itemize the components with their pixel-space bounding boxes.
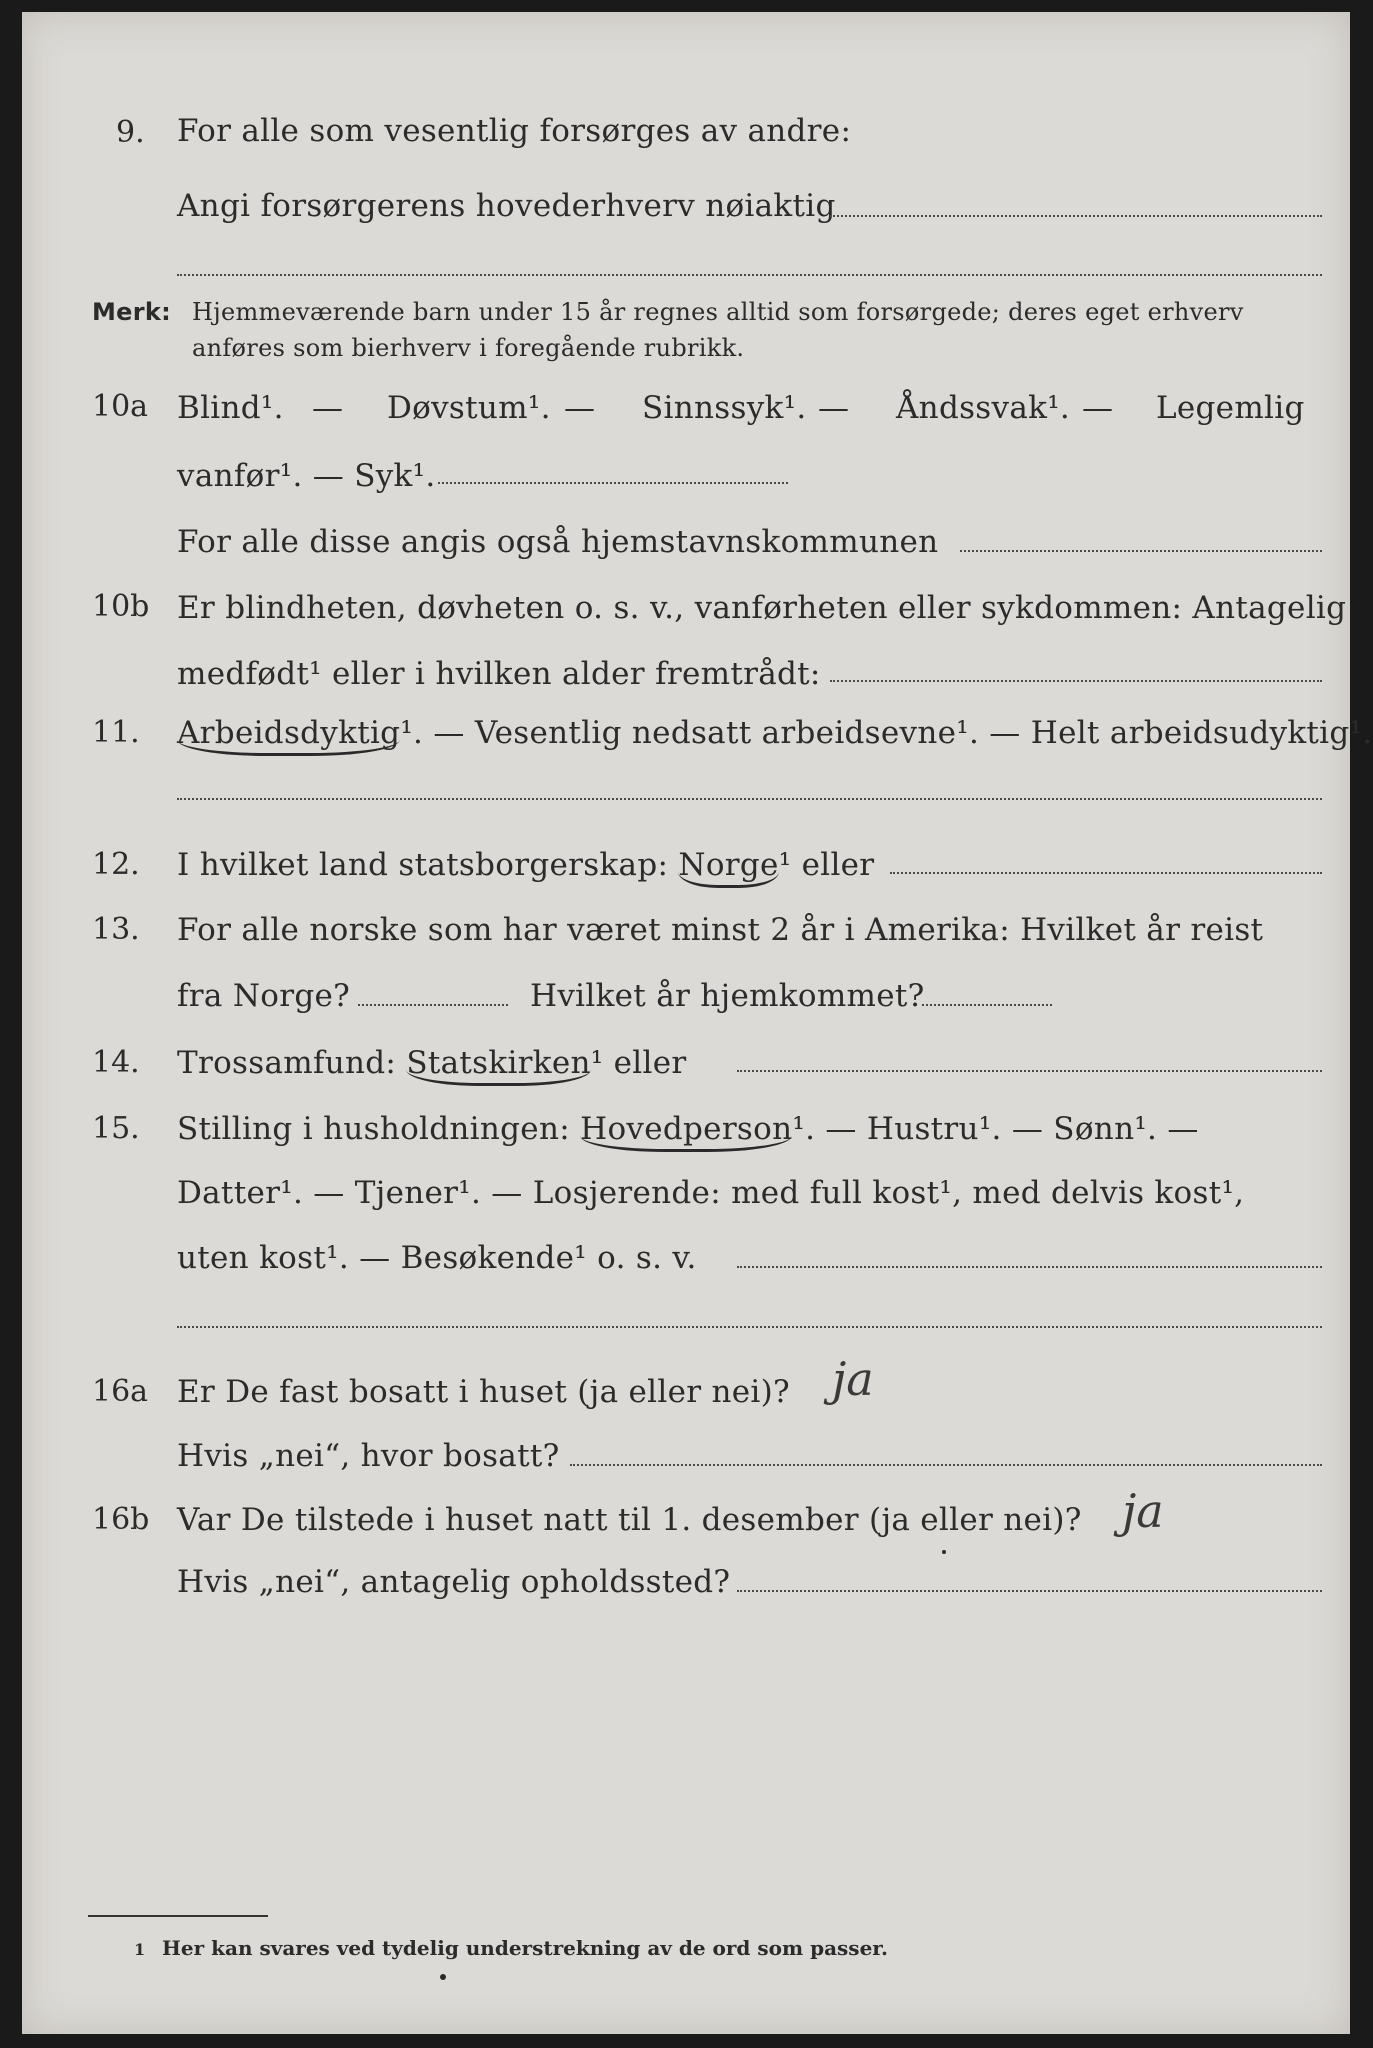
merk-line1: Hjemmeværende barn under 15 år regnes alltid som forsørgede; deres eget erhverv [192,298,1244,326]
q11-text [177,715,1372,751]
q14-number: 14. [92,1045,140,1080]
q11-number: 11. [92,715,140,750]
q12-question: I hvilket land statsborgerskap: [177,847,669,883]
q16a-number: 16a [92,1374,149,1409]
q10a-dash-2: — [564,390,596,426]
q16b-line2: Hvis „nei“, antagelig opholdssted? [177,1564,731,1600]
q10a-sinnssyk: Sinnssyk¹. [642,390,807,426]
q13-line2a: fra Norge? [177,978,351,1014]
merk-label: Merk: [92,298,172,326]
q16b-line1: Var De tilstede i huset natt til 1. desember (ja eller nei)? [177,1502,1082,1538]
q14-rest: ¹ eller [590,1045,687,1081]
q16b-answer-line[interactable] [737,1590,1322,1592]
q10a-blind: Blind¹. [177,390,284,426]
q16b-handwritten-answer[interactable]: ja [1122,1484,1164,1538]
q10a-dash-4: — [1082,390,1114,426]
q14-text [177,1045,687,1081]
q11-rest: ¹. — Vesentlig nedsatt arbeidsevne¹. — Helt arbeidsudyktig¹. [400,715,1373,751]
q10a-dash-3: — [818,390,850,426]
q11-answer-line[interactable] [177,798,1322,800]
q16a-line1: Er De fast bosatt i huset (ja eller nei)? [177,1374,790,1410]
q14-underlined-statskirken[interactable]: Statskirken [406,1045,590,1086]
q13-reist-answer-line[interactable] [358,1004,508,1006]
footnote-rule [88,1915,268,1917]
q10a-syk-answer-line[interactable] [438,482,788,484]
q16a-handwritten-answer[interactable]: ja [832,1352,874,1406]
q15-number: 15. [92,1111,140,1146]
q15-question: Stilling i husholdningen: [177,1111,570,1147]
q15-underlined-hovedperson[interactable]: Hovedperson [580,1111,792,1152]
q9-answer-line-2[interactable] [177,274,1322,276]
footnote-mark: 1 [134,1940,146,1959]
q15-line3: uten kost¹. — Besøkende¹ o. s. v. [177,1240,697,1276]
q12-text [177,847,874,883]
q10a-andssvak: Åndssvak¹. [896,390,1071,426]
q13-line1: For alle norske som har været minst 2 år i Amerika: Hvilket år reist [177,912,1264,948]
q10a-hjemstavn-answer-line[interactable] [960,550,1322,552]
q9-line1: For alle som vesentlig forsørges av andre: [177,113,852,149]
q14-answer-line[interactable] [737,1070,1322,1072]
census-form-page [22,12,1373,2034]
q10a-dovstum: Døvstum¹. [387,390,551,426]
q12-number: 12. [92,847,140,882]
q10a-line3: For alle disse angis også hjemstavnskommunen [177,524,939,560]
q10a-line2: vanfør¹. — Syk¹. [177,458,436,494]
ink-speck [942,1550,946,1554]
q9-answer-line[interactable] [830,215,1322,217]
q12-rest: ¹ eller [778,847,875,883]
q16a-line2: Hvis „nei“, hvor bosatt? [177,1438,560,1474]
q11-underlined-arbeidsdyktig[interactable]: Arbeidsdyktig [177,715,400,756]
q9-number: 9. [116,115,145,150]
q15-rest1: ¹. — Hustru¹. — Sønn¹. — [792,1111,1199,1147]
q14-question: Trossamfund: [177,1045,397,1081]
q12-underlined-norge[interactable]: Norge [678,847,778,888]
q10b-line2: medfødt¹ eller i hvilken alder fremtrådt: [177,656,821,692]
q10a-number: 10a [92,389,149,424]
q15-answer-line-2[interactable] [177,1326,1322,1328]
q10a-dash-1: — [312,390,344,426]
q13-number: 13. [92,912,140,947]
q13-hjemkommet-answer-line[interactable] [922,1004,1052,1006]
q15-answer-line[interactable] [737,1266,1322,1268]
q10b-line1: Er blindheten, døvheten o. s. v., vanførheten eller sykdommen: Antagelig [177,590,1347,626]
q16a-answer-line[interactable] [570,1464,1322,1466]
q10b-answer-line[interactable] [830,680,1322,682]
q13-line2b: Hvilket år hjemkommet? [530,978,925,1014]
ink-speck [440,1974,446,1980]
merk-line2: anføres som bierhverv i foregående rubrikk. [192,334,745,362]
footnote-text: Her kan svares ved tydelig understrekning av de ord som passer. [162,1936,888,1960]
q9-line2: Angi forsørgerens hovederhverv nøiaktig [177,188,836,224]
q12-answer-line[interactable] [890,872,1322,874]
q10a-legemlig: Legemlig [1156,390,1305,426]
q16b-number: 16b [92,1502,150,1537]
q10b-number: 10b [92,589,150,624]
q15-text [177,1111,1199,1147]
q15-line2: Datter¹. — Tjener¹. — Losjerende: med full kost¹, med delvis kost¹, [177,1175,1245,1211]
